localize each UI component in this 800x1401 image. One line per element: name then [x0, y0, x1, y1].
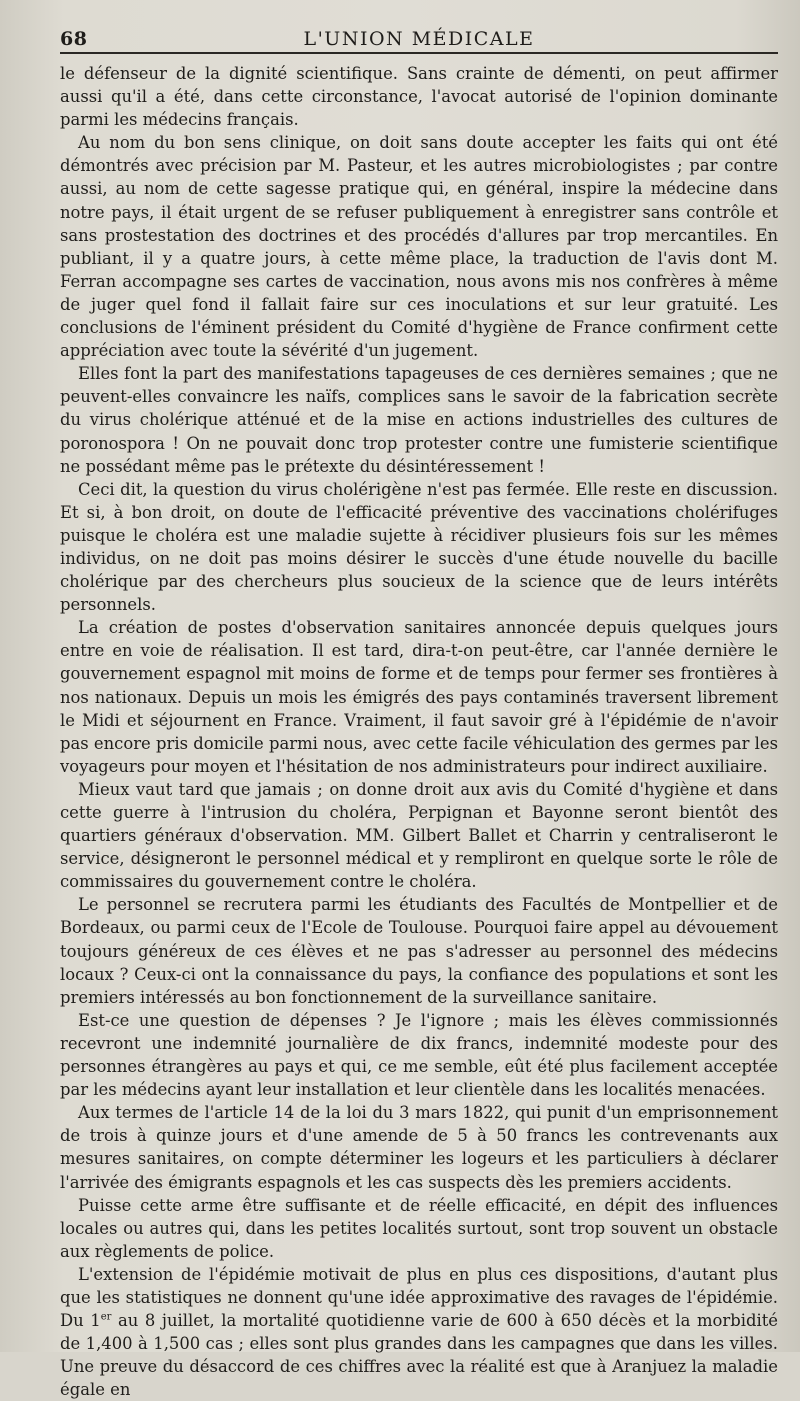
paragraph-8: Est-ce une question de dépenses ? Je l'ignore ; mais les élèves commissionnés recevront une indemnité journalière de dix francs, indemnité modeste pour des personnes étrangères au pays et qui, ce me semble, eût été plus facilement acceptée par les médecins ayant leur installation et leur clientèle dans les localités menacées.	[60, 1010, 778, 1100]
paragraph-11	[60, 1263, 778, 1401]
paragraph-11-text-a: L'extension de l'épidémie motivait de plus en plus ces dispositions, d'autant plus que les statistiques ne donnent qu'une idée approximative des ravages de l'épidémie. Du 1	[60, 1264, 778, 1331]
body-text	[60, 62, 778, 1401]
paragraph-1: le défenseur de la dignité scientifique. Sans crainte de démenti, on peut affirmer aussi qu'il a été, dans cette circonstance, l'avocat autorisé de l'opinion dominante parmi les médecins français.	[60, 64, 778, 130]
paragraph-9: Aux termes de l'article 14 de la loi du 3 mars 1822, qui punit d'un emprisonnement de trois à quinze jours et d'une amende de 5 à 50 francs les contrevenants aux mesures sanitaires, on compte déterminer les logeurs et les particuliers à déclarer l'arrivée des émigrants espagnols et les cas suspects dès les premiers accidents.	[60, 1103, 778, 1192]
paragraph-2: Au nom du bon sens clinique, on doit sans doute accepter les faits qui ont été démontrés avec précision par M. Pasteur, et les autres microbiologistes ; par contre aussi, au nom de cette sagesse pratique qui, en général, inspire la médecine dans notre pays, il était urgent de se refuser publiquement à enregistrer sans contrôle et sans prostestation des doctrines et des procédés d'allures par trop mercantiles. En publiant, il y a quatre jours, à cette même place, la traduction de l'avis dont M. Ferran accompagne ses cartes de vaccination, nous avons mis nos confrères à même de juger quel fond il fallait faire sur ces inoculations et sur leur gratuité. Les conclusions de l'éminent président du Comité d'hygiène de France confirment cette appréciation avec toute la sévérité d'un jugement.	[60, 133, 778, 361]
paragraph-11-text-b: au 8 juillet, la mortalité quotidienne varie de 600 à 650 décès et la morbidité de 1,400 à 1,500 cas ; elles sont plus grandes dans les campagnes que dans les villes. Une preuve du désaccord de ces chiffres avec la réalité est que à Aranjuez la maladie égale en	[60, 1311, 779, 1400]
running-title: L'UNION MÉDICALE	[303, 28, 535, 50]
paragraph-3: Elles font la part des manifestations tapageuses de ces dernières semaines ; que ne peuvent-elles convaincre les naïfs, complices sans le savoir de la fabrication secrète du virus cholérique atténué et de la mise en actions industrielles des cultures de poronospora ! On ne pouvait donc trop protester contre une fumisterie scientifique ne possédant même pas le prétexte du désintéressement !	[60, 364, 778, 476]
paragraph-5: La création de postes d'observation sanitaires annoncée depuis quelques jours entre en voie de réalisation. Il est tard, dira-t-on peut-être, car l'année dernière le gouvernement espagnol mit moins de forme et de temps pour fermer ses frontières à nos nationaux. Depuis un mois les émigrés des pays contaminés traversent librement le Midi et séjournent en France. Vraiment, il faut savoir gré à l'épidémie de n'avoir pas encore pris domicile parmi nous, avec cette facile véhiculation des germes par les voyageurs pour moyen et l'hésitation de nos administrateurs pour indirect auxiliaire.	[60, 618, 778, 776]
paragraph-7: Le personnel se recrutera parmi les étudiants des Facultés de Montpellier et de Bordeaux, ou parmi ceux de l'Ecole de Toulouse. Pourquoi faire appel au dévouement toujours généreux de ces élèves et ne pas s'adresser au personnel des médecins locaux ? Ceux-ci ont la connaissance du pays, la confiance des populations et sont les premiers intéressés au bon fonctionnement de la surveillance sanitaire.	[60, 895, 778, 1007]
paragraph-6: Mieux vaut tard que jamais ; on donne droit aux avis du Comité d'hygiène et dans cette guerre à l'intrusion du choléra, Perpignan et Bayonne seront bientôt des quartiers généraux d'observation. MM. Gilbert Ballet et Charrin y centraliseront le service, désigneront le personnel médical et y rempliront en quelque sorte le rôle de commissaires du gouvernement contre le choléra.	[60, 779, 778, 892]
paragraph-4: Ceci dit, la question du virus cholérigène n'est pas fermée. Elle reste en discussion. Et si, à bon droit, on doute de l'efficacité préventive des vaccinations cholérifuges puisque le choléra est une maladie sujette à récidiver plusieurs fois sur les mêmes individus, on ne doit pas moins désirer le succès d'une étude nouvelle du bacille cholérique par des chercheurs plus soucieux de la science que de leurs intérêts personnels.	[60, 479, 778, 615]
paragraph-10: Puisse cette arme être suffisante et de réelle efficacité, en dépit des influences locales ou autres qui, dans les petites localités surtout, sont trop souvent un obstacle aux règlements de police.	[60, 1195, 778, 1261]
ordinal-superscript: er	[100, 1311, 112, 1323]
page-header	[60, 22, 778, 52]
header-rule	[60, 52, 778, 54]
page-number: 68	[60, 28, 88, 50]
